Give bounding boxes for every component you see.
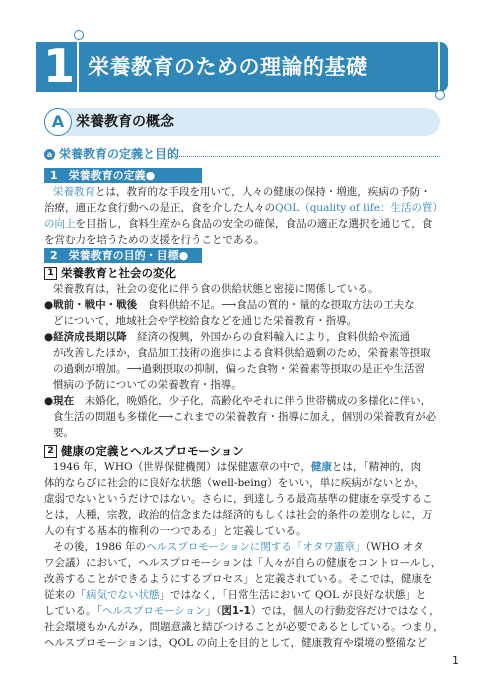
chapter-title: 栄養教育のための理論的基礎 (88, 55, 368, 79)
definition-line-4: を営む力を培うための支援を行うことである。 (44, 234, 265, 246)
term-improvement: の向上 (44, 218, 76, 230)
subsection-dotted-rule (172, 156, 440, 157)
term-qol: QOL（quality of life：生活の質） (275, 202, 443, 214)
header-decoration-dot-right (435, 90, 445, 100)
item-wartime-line-2: どについて，地域社会や学校給食などを通じた栄養教育・指導。 (53, 315, 358, 327)
ottawa-para-line-2: ワ会議）において，ヘルスプロモーションは「人々が自らの健康をコントロールし， (44, 557, 442, 569)
who-para-line-5: 人の有する基本的権利の一つである」と定義している。 (44, 525, 307, 537)
header-decoration-line (77, 36, 79, 98)
definition-line-3 (44, 216, 432, 233)
heading-society-change (44, 265, 176, 281)
subsection-title: 栄養教育の定義と目的 (59, 147, 180, 161)
item-growth-label: ●経済成長期以降 (44, 331, 127, 343)
definition-text: 治療，適正な食行動への是正，食を介した人々の (44, 202, 275, 214)
who-para-line-1 (53, 459, 421, 476)
heading-health-promotion-title: 健康の定義とヘルスプロモーション (61, 444, 244, 458)
header-decoration-dot (74, 30, 84, 40)
subsection-letter-badge: a (44, 149, 55, 160)
who-text: 1946 年，WHO（世界保健機関）は保健憲章の中で， (53, 461, 311, 473)
item-present-label: ●現在 (44, 395, 75, 407)
definition-line-2 (44, 200, 443, 217)
header-decoration-line-right (438, 36, 440, 92)
ottawa-para-line-3: 改善することができるようにするプロセス」と定義されている。そこでは，健康を (44, 573, 433, 585)
heading-health-promotion (44, 443, 244, 459)
heading-society-change-title: 栄養教育と社会の変化 (61, 266, 176, 280)
ottawa-text: 従来の「 (44, 589, 86, 601)
item-growth-text: 経済の復興，外国からの食料輸入により，食料供給や流通 (126, 331, 411, 343)
ottawa-text: ）では，個人の行動変容だけではなく， (250, 605, 440, 617)
who-para-line-3: 虚弱でないというだけではない。さらに，到達しうる最高基準の健康を享受するこ (44, 493, 433, 505)
definition-text: とは，教育的な手段を用いて，人々の健康の保持・増進，疾病の予防・ (95, 186, 431, 198)
chapter-number: 1 (42, 39, 75, 93)
section-title: 栄養教育の概念 (76, 114, 174, 130)
term-health-promotion: ヘルスプロモーション (101, 605, 206, 617)
ottawa-para-line-1 (53, 539, 424, 556)
item-growth (44, 329, 410, 346)
item-present-line-3: 要。 (53, 427, 74, 439)
who-text: とは，「精神的，肉 (331, 461, 422, 473)
term-health: 健康 (310, 461, 332, 473)
item-growth-line-4: 慣病の予防についての栄養教育・指導。 (53, 379, 242, 391)
ottawa-para-line-7: ヘルスプロモーションは，QOL の向上を目的として，健康教育や環境の整備など (44, 637, 428, 649)
item-present-line-2: 食生活の問題も多様化⟶これまでの栄養教育・指導に加え，個別の栄養教育が必 (53, 411, 437, 423)
page-number: 1 (452, 654, 459, 667)
item-wartime-label: ●戦前・戦中・戦後 (44, 299, 138, 311)
society-intro: 栄養教育は，社会の変化に伴う食の供給状態と密接に関係している。 (53, 283, 379, 295)
ottawa-para-line-5 (44, 603, 440, 620)
ottawa-text: している。「 (44, 605, 102, 617)
item-present (44, 393, 431, 410)
heading-band-definition (44, 168, 202, 183)
heading-number-box: 2 (44, 445, 57, 458)
who-para-line-2: 体的ならびに社会的に良好な状態（well-being）をいい，単に疾病がないとか， (44, 477, 425, 489)
figure-reference-link[interactable]: 図1-1 (221, 605, 251, 617)
item-wartime-text: 食料供給不足。⟶食品の質的・量的な摂取方法の工夫な (137, 299, 415, 311)
definition-text: を目指し，食料生産から食品の安全の確保，食品の適正な選択を通じて，食 (75, 218, 433, 230)
heading-band-definition-label: 1 栄養教育の定義● (50, 169, 156, 182)
item-growth-line-3: の過剰が増加。⟶過剰摂取の抑制，偏った食物・栄養素等摂取の是正や生活習 (53, 363, 426, 375)
item-growth-line-2: が改善したほか，食品加工技術の進歩による食料供給過剰のため，栄養素等摂取 (53, 347, 431, 359)
ottawa-para-line-4 (44, 587, 426, 604)
heading-number-box: 1 (44, 267, 57, 280)
term-ottawa-charter: ヘルスプロモーションに関する「オタワ憲章」 (146, 541, 366, 553)
term-nutrition-education: 栄養教育 (53, 186, 95, 198)
definition-line-1 (53, 184, 431, 201)
item-wartime (44, 297, 415, 314)
ottawa-text: （WHO オタ (365, 541, 424, 553)
ottawa-text: 」（ (205, 605, 222, 617)
ottawa-para-line-6: 社会環境もかんがみ，問題意識と結びつけることが必要であるとしている。つまり， (44, 621, 444, 633)
section-letter-badge: A (44, 108, 72, 136)
ottawa-text: その後，1986 年の (53, 541, 147, 553)
ottawa-text: 」ではなく，「日常生活において QOL が良好な状態」と (159, 589, 427, 601)
who-para-line-4: とは，人種，宗教，政治的信念または経済的もしくは社会的条件の差別なしに，万 (44, 509, 433, 521)
heading-band-purpose-label: 2 栄養教育の目的・目標● (50, 249, 189, 262)
heading-band-purpose (44, 248, 202, 263)
item-present-text: 未婚化，晩婚化，少子化，高齢化やそれに伴う世帯構成の多様化に伴い， (74, 395, 432, 407)
term-not-sick: 病気でない状態 (86, 589, 160, 601)
